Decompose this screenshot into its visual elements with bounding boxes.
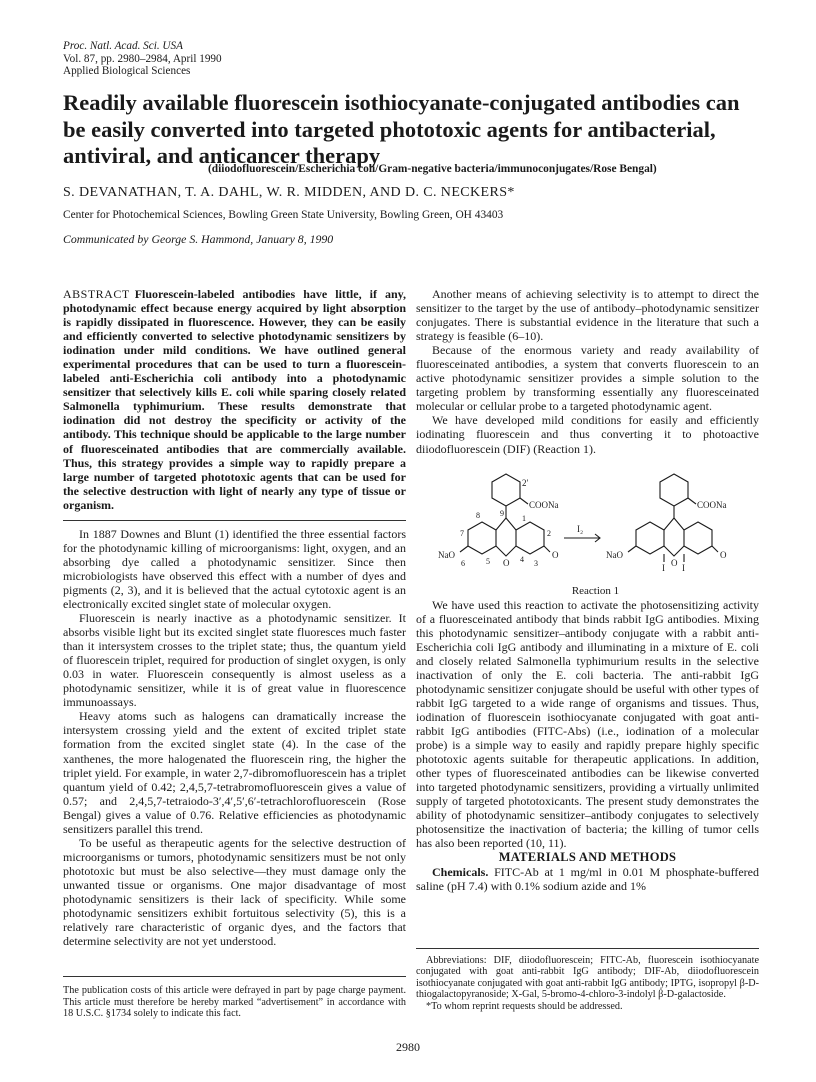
position-9: 9 bbox=[500, 508, 504, 518]
page-number: 2980 bbox=[396, 1040, 420, 1054]
reaction-diagram bbox=[416, 466, 759, 584]
methods-text: FITC-Ab at 1 mg/ml in 0.01 M phosphate-buffered saline (pH 7.4) with 0.1% sodium azide and 1% bbox=[416, 864, 760, 893]
abstract-divider bbox=[63, 520, 406, 521]
right-carbonyl-o: O bbox=[720, 549, 727, 560]
prime-label: 2′ bbox=[522, 477, 529, 488]
paragraph: Another means of achieving selectivity is to attempt to direct the sensitizer to the target by the use of antibody–photodynamic sensitizer conjugates. There is substantial evidence in the literature that such a strategy is feasible (6–10). bbox=[416, 287, 759, 344]
right-xanthene-ring-a bbox=[636, 522, 664, 554]
methods-paragraph bbox=[416, 865, 759, 893]
position-3: 3 bbox=[534, 558, 538, 568]
right-ring-oxygen: O bbox=[671, 557, 678, 568]
left-ring-oxygen: O bbox=[503, 557, 510, 568]
position-7: 7 bbox=[460, 528, 464, 538]
left-carbonyl-o: O bbox=[552, 549, 559, 560]
footnote-divider bbox=[416, 948, 759, 949]
paragraph: Because of the enormous variety and ready availability of fluoresceinated antibodies, a system that converts fluorescein to an active photodynamic sensitizer provides a simple solution to the targeting problem by transforming essentially any fluoresceinated molecular or cellular probe to a targeted photodynamic agent. bbox=[416, 343, 759, 414]
journal-name: Proc. Natl. Acad. Sci. USA bbox=[63, 40, 183, 52]
paragraph: We have developed mild conditions for easily and efficiently iodinating fluorescein and thus converting it to photoactive diiodofluorescein (DIF) (Reaction 1). bbox=[416, 413, 759, 456]
correspondence-note: *To whom reprint requests should be addressed. bbox=[426, 1000, 623, 1012]
section-heading: MATERIALS AND METHODS bbox=[498, 850, 677, 865]
iodine-right: I bbox=[682, 562, 685, 573]
footnote-divider bbox=[63, 976, 406, 977]
publication-footnote bbox=[63, 976, 406, 1020]
abbreviations: Abbreviations: DIF, diiodofluorescein; FITC-Ab, fluorescein isothiocyanate conjugated with goat anti-rabbit IgG antibody; DIF-Ab, diiodofluorescein isothiocyanate conjugated with goat anti-rabbit IgG antibody; IPTG, isopropyl β-D-thiogalactopyranoside; X-Gal, 5-bromo-4-chloro-3-indolyl β-D-galactoside. bbox=[416, 955, 759, 1001]
right-xanthene-ring-c bbox=[684, 522, 712, 554]
paragraph: Fluorescein is nearly inactive as a photodynamic sensitizer. It absorbs visible light but its excited singlet state fluoresces much faster than it intersystem crosses to the triplet state; thus, the quantum yield of fluorescein triplet, required for production of singlet oxygen, is only 0.03 in water. Fluorescein consequently is almost useless as a photodynamic sensitizer, while it is of great value in fluorescence immunoassays. bbox=[63, 611, 406, 710]
left-ona-label: NaO bbox=[438, 549, 455, 560]
position-4: 4 bbox=[520, 554, 524, 564]
right-coona-label: COONa bbox=[697, 499, 727, 510]
keywords: (diiodofluorescein/Escherichia coli/Gram-negative bacteria/immunoconjugates/Rose Bengal) bbox=[208, 163, 657, 175]
paragraph: To be useful as therapeutic agents for the selective destruction of microorganisms or tumors, photodynamic sensitizers must be not only phototoxic but must be also selective—they must damage only the unwanted tissue or organisms. One major disadvantage of most photodynamic sensitizers is their lack of specificity. While some photodynamic sensitizers exhibit fortuitous selectivity (5), this is a relatively rare characteristic of organic dyes, and the factors that determine selectivity are not yet understood. bbox=[63, 835, 406, 949]
position-2: 2 bbox=[547, 528, 551, 538]
abstract-text: Fluorescein-labeled antibodies have little, if any, photodynamic effect because energy acquired by light absorption is rapidly dissipated in fluorescence. However, they can be easily and efficiently converted to selective photodynamic sensitizers by iodination under mild conditions. We have outlined general experimental procedures that can be used to turn a fluorescein-labeled anti-Escherichia coli antibody into a photodynamic sensitizer that selectively kills E. coli while sparing closely related Salmonella typhimurium. These results demonstrate that iodination did not destroy the specificity or activity of the antibody. This technique should be applicable to the large number of fluoresceinated antibodies that are commercially available. Thus, this strategy provides a simple way to rapidly prepare a large number of targeted phototoxic agents that can be used for the selective destruction with light of nearly any type of tissue or organism. bbox=[63, 287, 406, 512]
publication-cost-note: The publication costs of this article were defrayed in part by page charge payment. This article must therefore be hereby marked “advertisement” in accordance with 18 U.S.C. §1734 solely to indicate this fact. bbox=[63, 985, 406, 1019]
reagent-label: I₂ bbox=[577, 523, 584, 534]
journal-header bbox=[63, 40, 222, 78]
left-coona-label: COONa bbox=[529, 499, 559, 510]
left-column bbox=[63, 287, 406, 948]
position-5: 5 bbox=[486, 556, 490, 566]
journal-section: Applied Biological Sciences bbox=[63, 65, 191, 77]
abstract bbox=[63, 287, 406, 512]
article-title: Readily available fluorescein isothiocyanate-conjugated antibodies can be easily converted into targeted phototoxic agents for antibacterial, antiviral, and anticancer therapy bbox=[63, 90, 740, 168]
paragraph: We have used this reaction to activate the photosensitizing activity of a fluoresceinated antibody that binds rabbit IgG antibodies. Mixing this photodynamic sensitizer–antibody conjugate with a rabbit anti-Escherichia coli IgG antibody and illuminating in a mixture of E. coli and closely related Salmonella typhimurium results in the selective inactivation of only the E. coli bacteria. The anti-rabbit IgG photodynamic sensitizer conjugate should be useful with other types of rabbit IgG targeted to a wide range of organisms and tissues. Thus, iodination of fluorescein isothiocyanate conjugated with goat anti-rabbit IgG antibodies (FITC-Abs) (i.e., iodination of a molecular probe) is a simple way to easily and rapidly prepare highly specific phototoxic agents suitable for therapeutic applications. In addition, other types of fluoresceinated antibodies can be likewise converted into targeted photodynamic sensitizers, providing a virtually unlimited supply of targeted phototoxicants. The present study demonstrates the ability of photodynamic sensitizer–antibody conjugates to selectively photosensitize the inactivation of bacteria; the killing of tumor cells has also been reported (10, 11). bbox=[416, 597, 759, 851]
right-column bbox=[416, 287, 759, 893]
right-ona-label: NaO bbox=[606, 549, 623, 560]
abstract-label: ABSTRACT bbox=[63, 287, 130, 301]
runin-heading: Chemicals. bbox=[432, 864, 489, 879]
iodine-left: I bbox=[662, 562, 665, 573]
position-6: 6 bbox=[461, 558, 465, 568]
affiliation: Center for Photochemical Sciences, Bowling Green State University, Bowling Green, OH 43403 bbox=[63, 209, 504, 221]
reaction-caption: Reaction 1 bbox=[571, 584, 620, 597]
left-benzoate-ring bbox=[492, 474, 520, 506]
authors: S. DEVANATHAN, T. A. DAHL, W. R. MIDDEN, AND D. C. NECKERS* bbox=[63, 185, 515, 200]
paragraph: In 1887 Downes and Blunt (1) identified the three essential factors for the photodynamic killing of microorganisms: light, oxygen, and an absorbing dye called a photodynamic sensitizer. Since then microbiologists have observed this effect with a number of dyes and pigments (2, 3), and it is believed that the actual cytotoxic agent is an electronically excited singlet state of molecular oxygen. bbox=[63, 526, 406, 611]
position-1: 1 bbox=[522, 513, 526, 523]
reaction-scheme bbox=[416, 466, 759, 584]
communicated-by: Communicated by George S. Hammond, January 8, 1990 bbox=[63, 232, 334, 246]
journal-volume: Vol. 87, pp. 2980–2984, April 1990 bbox=[63, 52, 222, 65]
right-benzoate-ring bbox=[660, 474, 688, 506]
paragraph: Heavy atoms such as halogens can dramatically increase the intersystem crossing yield and the extent of excited triplet state formation from the excited singlet state (4). In the case of the xanthenes, the more halogenated the fluorescein ring, the higher the triplet yield. For example, in water 2,7-dibromofluorescein has a triplet quantum yield of 0.42; 2,4,5,7-tetrabromofluorescein gives a value of 0.57; and 2,4,5,7-tetraiodo-3′,4′,5′,6′-tetrachlorofluorescein (Rose Bengal) gives a value of 0.76. Relative efficiencies as photodynamic sensitizers parallel this trend. bbox=[63, 709, 406, 836]
left-xanthene-ring-c bbox=[516, 522, 544, 554]
left-xanthene-ring-a bbox=[468, 522, 496, 554]
abbreviations-footnote bbox=[416, 948, 759, 1012]
position-8: 8 bbox=[476, 510, 480, 520]
